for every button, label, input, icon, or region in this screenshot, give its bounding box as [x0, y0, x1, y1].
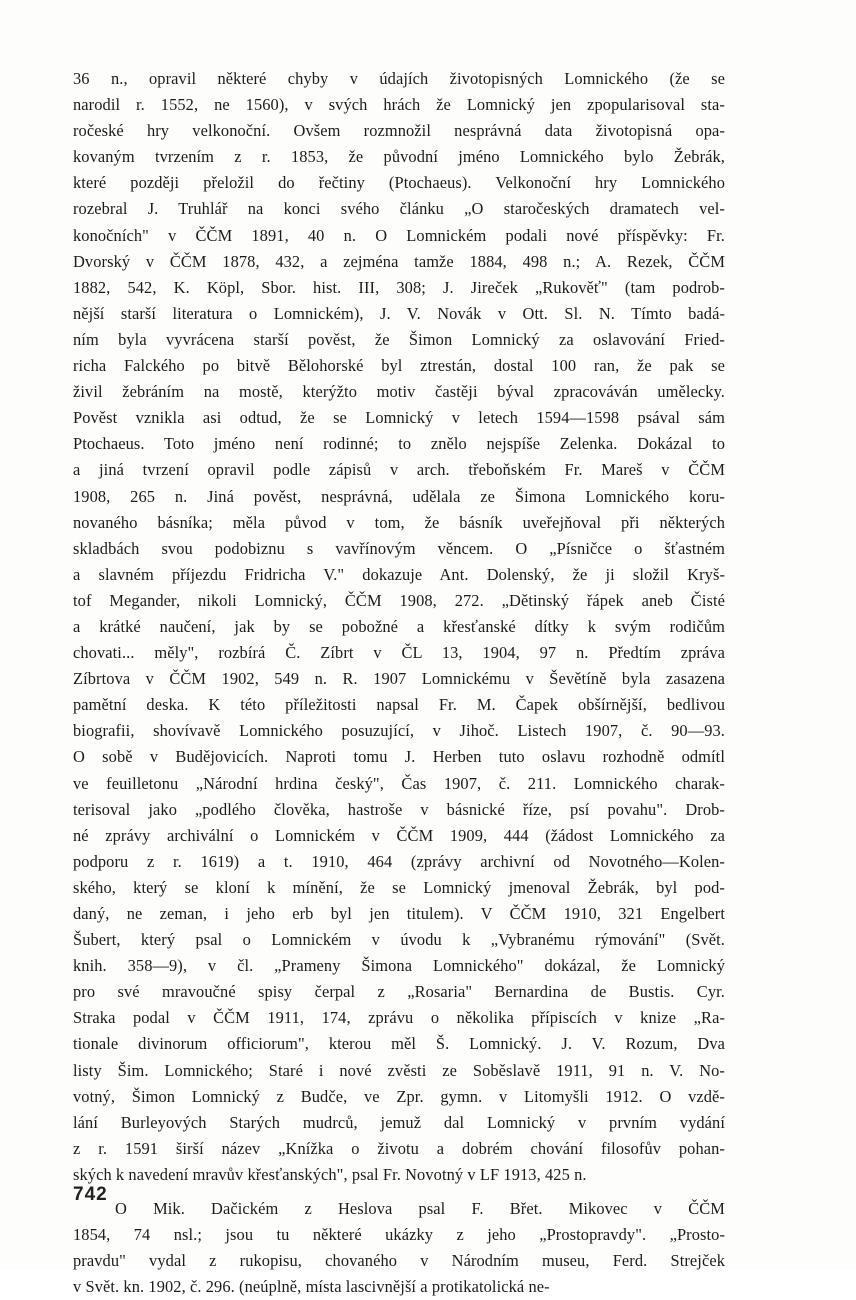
text-line: tionale divinorum officiorum", kterou měl Š. Lomnický. J. V. Rozum, Dva	[73, 1034, 725, 1054]
text-line: Dvorský v ČČM 1878, 432, a zejména tamže 1884, 498 n.; A. Rezek, ČČM	[73, 251, 725, 271]
text-line: konočních" v ČČM 1891, 40 n. O Lomnickém podali nové příspěvky: Fr.	[73, 225, 725, 245]
text-line: ním byla vyvrácena starší pověst, že Šimon Lomnický za oslavování Fried-	[73, 329, 725, 349]
text-line: novaného básníka; měla původ v tom, že básník uveřejňoval při některých	[73, 512, 725, 532]
text-line: 1882, 542, K. Köpl, Sbor. hist. III, 308; J. Jireček „Rukověť" (tam podrob-	[73, 277, 725, 297]
text-line: rozebral J. Truhlář na konci svého článku „O staročeských dramatech vel-	[73, 199, 725, 219]
text-line: 36 n., opravil některé chyby v údajích životopisných Lomnického (že se	[73, 69, 725, 88]
text-line: ve feuilletonu „Národní hrdina český", Čas 1907, č. 211. Lomnického charak-	[73, 773, 725, 793]
text-line: Zíbrtova v ČČM 1902, 549 n. R. 1907 Lomnickému v Ševětíně byla zasazena	[73, 669, 725, 689]
text-line: terisoval jako „podlého člověka, hastroše v básnické říze, psí povahu". Drob-	[73, 799, 725, 819]
text-line: z r. 1591 širší název „Knížka o životu a dobrém chování filosofův pohan-	[73, 1138, 725, 1158]
text-line: lání Burleyových Starých mudrců, jemuž dal Lomnický v prvním vydání	[73, 1112, 725, 1132]
text-line: daný, ne zeman, i jeho erb byl jen titulem). V ČČM 1910, 321 Engelbert	[73, 904, 725, 923]
text-line: richa Falckého po bitvě Bělohorské byl ztrestán, dostal 100 ran, že pak se	[73, 356, 725, 376]
paragraph-references	[73, 66, 725, 1188]
text-line: narodil r. 1552, ne 1560), v svých hrách že Lomnický jen zpopularisoval sta-	[73, 95, 725, 115]
text-line: ročeské hry velkonoční. Ovšem rozmnožil nesprávná data životopisná opa-	[73, 121, 725, 141]
text-line: v Svět. kn. 1902, č. 296. (neúplně, místa lascivnější a protikatolická ne-	[73, 1277, 550, 1297]
text-line: ského, který se kloní k mínění, že se Lomnický jmenoval Žebrák, byl pod-	[73, 877, 725, 897]
text-line: podporu z r. 1619) a t. 1910, 464 (zprávy archivní od Novotného—Kolen-	[73, 851, 725, 871]
text-line: O Mik. Dačickém z Heslova psal F. Břet. Mikovec v ČČM	[115, 1199, 725, 1219]
text-line: pro své mravoučné spisy čerpal z „Rosaria" Bernardina de Bustis. Cyr.	[73, 982, 725, 1002]
text-line: knih. 358—9), v čl. „Prameny Šimona Lomnického" dokázal, že Lomnický	[73, 956, 725, 976]
text-line: O sobě v Budějovicích. Naproti tomu J. Herben tuto oslavu rozhodně odmítl	[73, 747, 725, 767]
text-line: Pověst vznikla asi odtud, že se Lomnický v letech 1594—1598 psával sám	[73, 408, 725, 428]
text-line: biografii, shovívavě Lomnického posuzující, v Jihoč. Listech 1907, č. 90—93.	[73, 721, 725, 741]
text-line: a jiná tvrzení opravil podle zápisů v arch. třeboňském Fr. Mareš v ČČM	[73, 460, 725, 480]
text-line: a krátké naučení, jak by se pobožné a křesťanské dítky k svým rodičům	[73, 616, 725, 636]
text-line: 1854, 74 nsl.; jsou tu některé ukázky z jeho „Prostopravdy". „Prosto-	[73, 1225, 725, 1245]
text-line: které později přeložil do řečtiny (Ptochaeus). Velkonoční hry Lomnického	[73, 173, 725, 193]
text-line: a slavném příjezdu Fridricha V." dokazuje Ant. Dolenský, že ji složil Kryš-	[73, 564, 725, 584]
text-line: skladbách svou podobiznu s vavřínovým věncem. O „Písničce o šťastném	[73, 538, 725, 558]
text-line: Šubert, který psal o Lomnickém v úvodu k „Vybranému rýmování" (Svět.	[73, 930, 725, 950]
body-text	[73, 66, 725, 1300]
text-line: ských k navedení mravův křesťanských", psal Fr. Novotný v LF 1913, 425 n.	[73, 1164, 587, 1184]
text-line: votný, Šimon Lomnický z Budče, ve Zpr. gymn. v Litomyšli 1912. O vzdě-	[73, 1086, 725, 1106]
text-line: Ptochaeus. Toto jméno není rodinné; to znělo nejspíše Zelenka. Dokázal to	[73, 434, 725, 454]
page-number: 742	[73, 1184, 108, 1205]
text-line: tof Megander, nikoli Lomnický, ČČM 1908, 272. „Dětinský řápek aneb Čisté	[73, 590, 725, 610]
text-line: né zprávy archivální o Lomnickém v ČČM 1909, 444 (žádost Lomnického za	[73, 825, 725, 845]
text-line: nější starší literatura o Lomnickém), J. V. Novák v Ott. Sl. N. Tímto badá-	[73, 303, 725, 323]
text-line: živil žebráním na mostě, kterýžto motiv častěji býval zpracováván umělecky.	[73, 382, 725, 402]
text-line: kovaným tvrzením z r. 1853, že původní jméno Lomnického bylo Žebrák,	[73, 147, 725, 167]
paragraph-dacicky	[73, 1196, 725, 1300]
paragraph-gap	[73, 1188, 725, 1196]
text-line: pamětní deska. K této příležitosti napsal Fr. M. Čapek obšírnější, bedlivou	[73, 695, 725, 715]
text-line: pravdu" vydal z rukopisu, chovaného v Národním museu, Ferd. Strejček	[73, 1251, 725, 1271]
text-line: 1908, 265 n. Jiná pověst, nesprávná, udělala ze Šimona Lomnického koru-	[73, 486, 725, 506]
text-line: chovati... měly", rozbírá Č. Zíbrt v ČL 13, 1904, 97 n. Předtím zpráva	[73, 643, 725, 663]
text-line: Straka podal v ČČM 1911, 174, zprávu o několika přípiscích v knize „Ra-	[73, 1008, 725, 1028]
text-line: listy Šim. Lomnického; Staré i nové zvěsti ze Soběslavě 1911, 91 n. V. No-	[73, 1060, 725, 1080]
